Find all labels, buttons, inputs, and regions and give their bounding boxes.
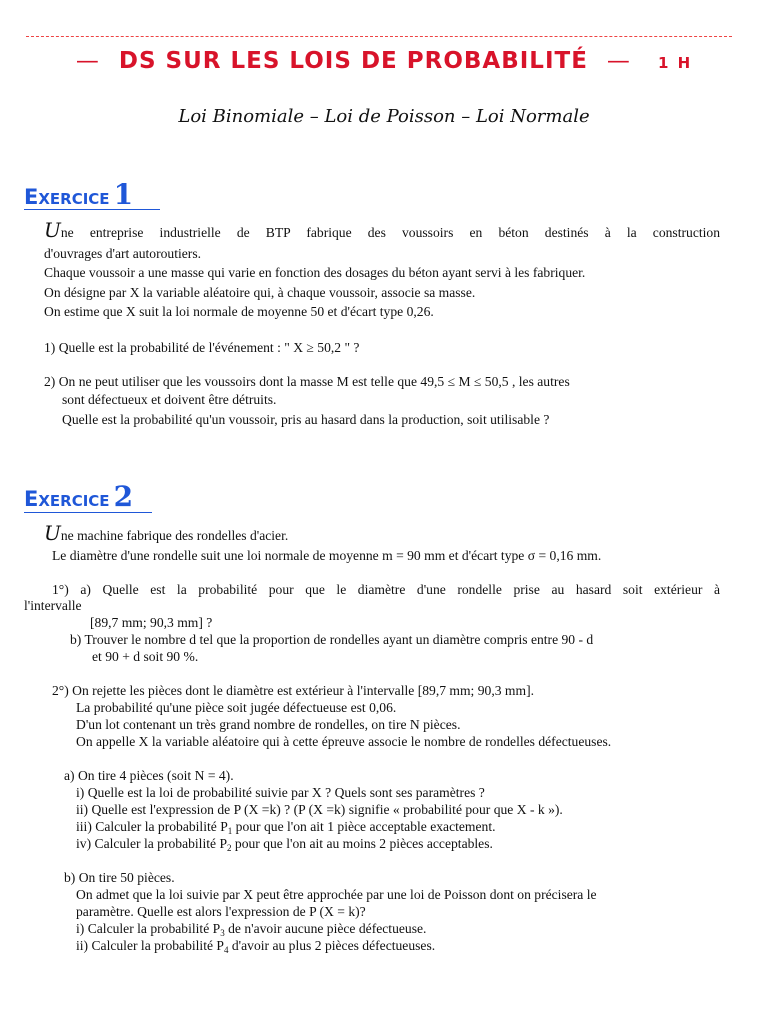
title-dash-left: — bbox=[75, 48, 100, 74]
ex2-dropcap: U bbox=[44, 521, 61, 545]
exercise-2-label: Exercice bbox=[24, 487, 110, 511]
title-dash-right: — bbox=[606, 48, 631, 74]
ex2-part-1a-line-2: l'intervalle bbox=[24, 598, 82, 613]
ex1-intro-line-2: d'ouvrages d'art autoroutiers. bbox=[44, 246, 202, 261]
exercise-1-underline bbox=[24, 209, 160, 210]
ex1-intro-line-5: On estime que X suit la loi normale de moyenne 50 et d'écart type 0,26. bbox=[44, 304, 434, 319]
title-text: DS SUR LES LOIS DE PROBABILITÉ bbox=[118, 48, 588, 74]
exercise-1-number: 1 bbox=[113, 178, 134, 211]
ex1-intro-line-4: On désigne par X la variable aléatoire qui, à chaque voussoir, associe sa masse. bbox=[44, 285, 476, 300]
exercise-1-heading bbox=[24, 178, 133, 211]
document-title bbox=[0, 48, 768, 74]
ex2-part-2-line-1: 2°) On rejette les pièces dont le diamètre est extérieur à l'intervalle [89,7 mm; 90,3 mm]. bbox=[52, 683, 534, 698]
ex2-b-item-i: i) Calculer la probabilité $P_3$ de n'avoir aucune pièce défectueuse. bbox=[76, 921, 427, 938]
ex2-b-line-2: paramètre. Quelle est alors l'expression de P (X = k)? bbox=[76, 904, 366, 919]
exercise-2-underline bbox=[24, 512, 152, 513]
ex2-intro-line-1: Une machine fabrique des rondelles d'acier. bbox=[44, 521, 289, 545]
ex2-part-1b-line-2: et 90 + d soit 90 %. bbox=[92, 649, 199, 664]
top-dashed-rule bbox=[26, 36, 732, 37]
duration-label: 1 H bbox=[657, 54, 693, 72]
ex2-part-1b-line-1: b) Trouver le nombre d tel que la proportion de rondelles ayant un diamètre compris entre 90 - d bbox=[70, 632, 594, 647]
ex2-b-line-1: On admet que la loi suivie par X peut être approchée par une loi de Poisson dont on précisera le bbox=[76, 887, 597, 902]
ex1-question-2-line-2: sont défectueux et doivent être détruits. bbox=[62, 392, 277, 407]
ex2-part-2-line-4: On appelle X la variable aléatoire qui à cette épreuve associe le nombre de rondelles défectueuses. bbox=[76, 734, 612, 749]
ex2-a-item-iii: iii) Calculer la probabilité $P_1$ pour que l'on ait 1 pièce acceptable exactement. bbox=[76, 819, 496, 836]
document-subtitle: Loi Binomiale – Loi de Poisson – Loi Normale bbox=[178, 106, 590, 127]
ex1-question-1: 1) Quelle est la probabilité de l'événement : " X ≥ 50,2 " ? bbox=[44, 340, 360, 355]
ex1-question-2-line-3: Quelle est la probabilité qu'un voussoir, pris au hasard dans la production, soit utilisable ? bbox=[62, 412, 550, 427]
ex2-b-item-ii: ii) Calculer la probabilité $P_4$ d'avoir au plus 2 pièces défectueuses. bbox=[76, 938, 436, 955]
ex2-a-heading: a) On tire 4 pièces (soit N = 4). bbox=[64, 768, 234, 783]
ex2-part-1a-line-3: [89,7 mm; 90,3 mm] ? bbox=[90, 615, 213, 630]
exercise-2-number: 2 bbox=[113, 480, 134, 513]
ex2-intro-line-2: Le diamètre d'une rondelle suit une loi normale de moyenne m = 90 mm et d'écart type σ = 0,16 mm. bbox=[52, 548, 602, 563]
exercise-2-heading bbox=[24, 480, 133, 513]
ex1-dropcap: U bbox=[44, 218, 61, 242]
ex2-part-2-line-2: La probabilité qu'une pièce soit jugée défectueuse est 0,06. bbox=[76, 700, 397, 715]
ex2-part-2-line-3: D'un lot contenant un très grand nombre de rondelles, on tire N pièces. bbox=[76, 717, 461, 732]
ex1-intro-line-1: Une entreprise industrielle de BTP fabrique des voussoirs en béton destinés à la construction bbox=[44, 218, 720, 242]
ex2-a-item-iv: iv) Calculer la probabilité $P_2$ pour que l'on ait au moins 2 pièces acceptables. bbox=[76, 836, 493, 853]
ex2-part-1a-line-1: 1°) a) Quelle est la probabilité pour que le diamètre d'une rondelle prise au hasard soit extérieur à bbox=[52, 582, 720, 597]
ex1-question-2-line-1: 2) On ne peut utiliser que les voussoirs dont la masse M est telle que 49,5 ≤ M ≤ 50,5 , les autres bbox=[44, 374, 570, 389]
ex2-a-item-ii: ii) Quelle est l'expression de P (X =k) ? (P (X =k) signifie « probabilité pour que X - k »). bbox=[76, 802, 563, 817]
exercise-1-label: Exercice bbox=[24, 185, 110, 209]
ex2-b-heading: b) On tire 50 pièces. bbox=[64, 870, 175, 885]
ex1-intro-line-3: Chaque voussoir a une masse qui varie en fonction des dosages du béton ayant servi à les fabriquer. bbox=[44, 265, 586, 280]
ex2-a-item-i: i) Quelle est la loi de probabilité suivie par X ? Quels sont ses paramètres ? bbox=[76, 785, 485, 800]
